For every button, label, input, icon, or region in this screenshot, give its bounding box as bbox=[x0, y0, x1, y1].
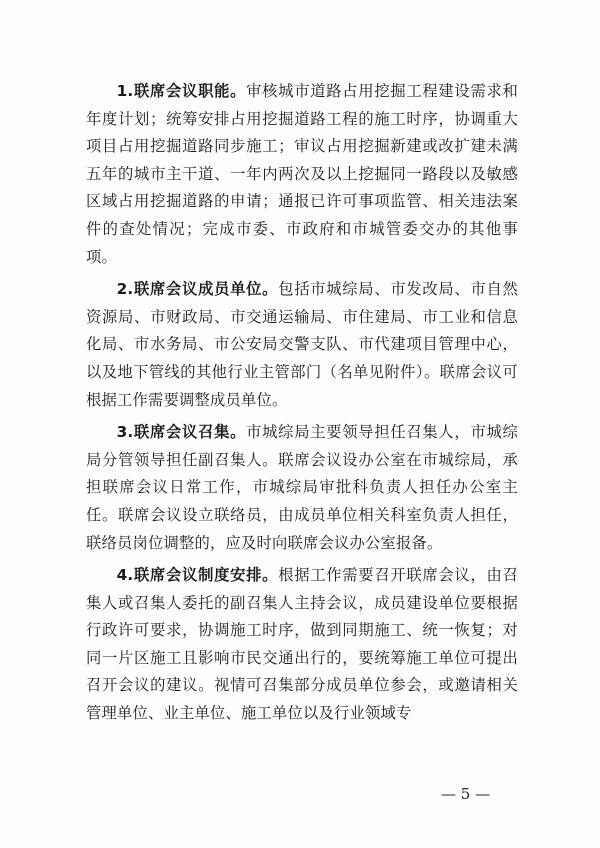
section-heading: 3.联席会议召集。 bbox=[116, 423, 247, 442]
page-number: — 5 — bbox=[441, 785, 491, 803]
section-heading: 2.联席会议成员单位。 bbox=[116, 280, 279, 299]
section-text: 包括市城综局、市发改局、市自然资源局、市财政局、市交通运输局、市住建局、市工业和信息化局、市水务局、市公安局交警支队、市代建项目管理中心，以及地下管线的其他行业主管部门（名单见附件）。联席会议可根据工作需要调整成员单位。 bbox=[86, 280, 518, 409]
section-member-units bbox=[86, 276, 518, 414]
section-text: 市城综局主要领导担任召集人，市城综局分管领导担任副召集人。联席会议设办公室在市城综局，承担联席会议日常工作，市城综局审批科负责人担任办公室主任。联席会议设立联络员，由成员单位相关科室负责人担任，联络员岗位调整的，应及时向联席会议办公室报备。 bbox=[86, 423, 518, 552]
section-meeting-functions bbox=[86, 78, 518, 271]
section-meeting-convening bbox=[86, 419, 518, 557]
document-body bbox=[86, 78, 518, 733]
section-meeting-arrangements bbox=[86, 562, 518, 728]
section-heading: 1.联席会议职能。 bbox=[116, 82, 247, 100]
section-text: 根据工作需要召开联席会议，由召集人或召集人委托的副召集人主持会议，成员建设单位要根据行政许可要求，协调施工时序，做到同期施工、统一恢复；对同一片区施工且影响市民交通出行的，要统筹施工单位可提出召开会议的建议。视情可召集部分成员单位参会，或邀请相关管理单位、业主单位、施工单位以及行业领域专 bbox=[86, 566, 518, 723]
section-text: 审核城市道路占用挖掘工程建设需求和年度计划；统筹安排占用挖掘道路工程的施工时序，协调重大项目占用挖掘道路同步施工；审议占用挖掘新建或改扩建未满五年的城市主干道、一年内两次及以上挖掘同一路段以及敏感区域占用挖掘道路的申请；通报已许可事项监管、相关违法案件的查处情况；完成市委、市政府和市城管委交办的其他事项。 bbox=[86, 82, 518, 266]
section-heading: 4.联席会议制度安排。 bbox=[116, 566, 279, 585]
